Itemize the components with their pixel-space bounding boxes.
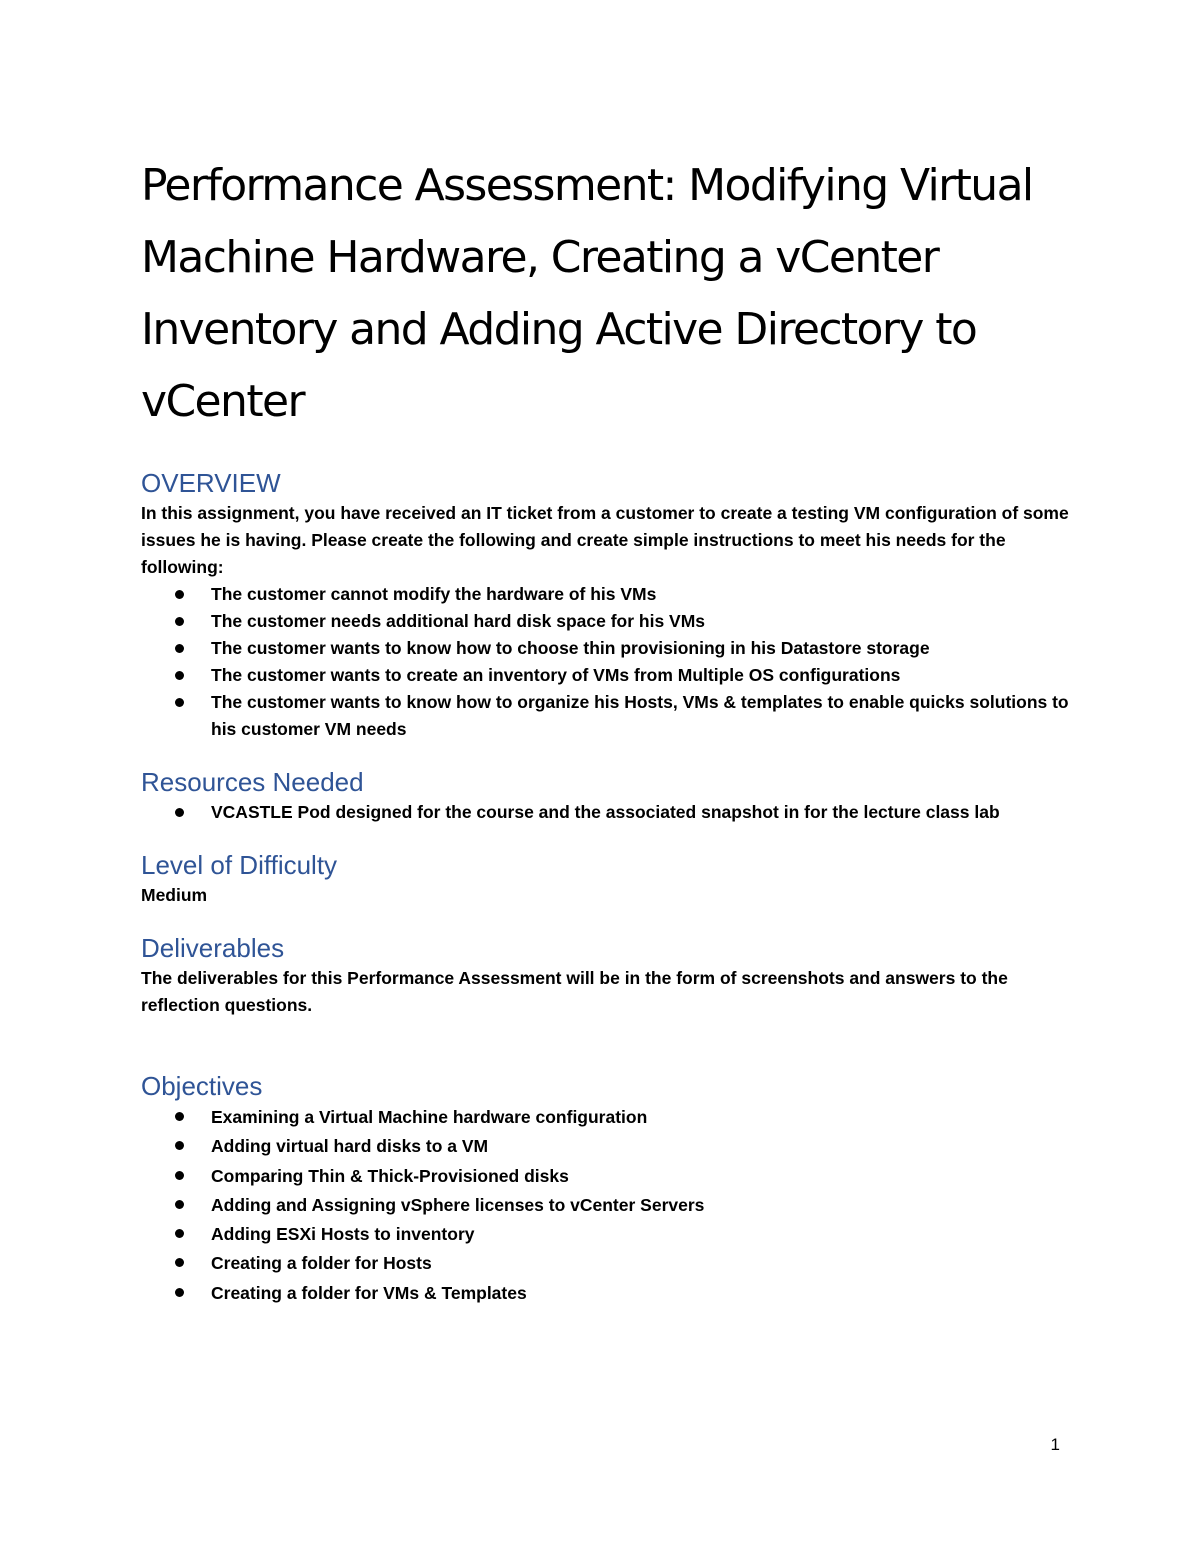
list-item [211,1103,1071,1132]
list-item-text: Examining a Virtual Machine hardware configuration [211,1107,648,1127]
list-item [211,1249,1071,1278]
list-item [211,581,1071,608]
document-title: Performance Assessment: Modifying Virtual Machine Hardware, Creating a vCenter Inventory and Adding Active Directory to vCenter [141,160,1033,427]
list-item-text: Adding virtual hard disks to a VM [211,1136,489,1157]
document-page [141,150,1071,1308]
bullet-icon [175,671,184,680]
bullet-icon [175,644,184,653]
list-item-text: The customer cannot modify the hardware of his VMs [211,584,657,604]
bullet-icon [175,698,184,707]
list-item-text: Creating a folder for VMs & Templates [211,1282,527,1303]
deliverables-heading: Deliverables [141,933,285,963]
list-item [211,1191,1071,1220]
list-item [211,1132,1071,1161]
resources-section [141,765,1071,826]
list-item [211,1220,1071,1249]
bullet-icon [175,617,184,626]
bullet-icon [175,1258,184,1267]
list-item [211,662,1071,689]
list-item [211,635,1071,662]
list-item-text: The customer wants to know how to organize his Hosts, VMs & templates to enable quicks solutions to his customer VM needs [211,692,1069,739]
bullet-icon [175,1112,184,1121]
page-number: 1 [1050,1435,1060,1454]
list-item [211,608,1071,635]
list-item-text: Comparing Thin & Thick-Provisioned disks [211,1165,569,1186]
list-item-text: The customer wants to create an inventory of VMs from Multiple OS configurations [211,665,901,685]
overview-section [141,466,1071,743]
list-item [211,1162,1071,1191]
bullet-icon [175,1171,184,1180]
list-item [211,1279,1071,1308]
list-item [211,689,1071,743]
objectives-section [141,1069,1071,1308]
list-item-text: The customer needs additional hard disk space for his VMs [211,611,706,631]
overview-bullet-list [141,581,1071,743]
overview-paragraph: In this assignment, you have received an IT ticket from a customer to create a testing VM configuration of some issues he is having. Please create the following and create simple instructions to meet his needs for the following: [141,503,1069,577]
list-item-text: Adding ESXi Hosts to inventory [211,1224,475,1245]
bullet-icon [175,1229,184,1238]
bullet-icon [175,590,184,599]
list-item-text: Adding and Assigning vSphere licenses to vCenter Servers [211,1194,705,1215]
deliverables-section [141,931,1071,1019]
objectives-heading: Objectives [141,1071,263,1101]
resources-bullet-list [141,799,1071,826]
difficulty-value: Medium [141,885,208,905]
bullet-icon [175,808,184,817]
bullet-icon [175,1288,184,1297]
deliverables-paragraph: The deliverables for this Performance Assessment will be in the form of screenshots and answers to the reflection questions. [141,968,1008,1015]
bullet-icon [175,1141,184,1150]
objectives-bullet-list [141,1103,1071,1308]
list-item [211,799,1071,826]
resources-heading: Resources Needed [141,767,364,797]
list-item-text: The customer wants to know how to choose thin provisioning in his Datastore storage [211,638,930,658]
list-item-text: Creating a folder for Hosts [211,1253,432,1274]
bullet-icon [175,1200,184,1209]
difficulty-heading: Level of Difficulty [141,850,338,880]
difficulty-section [141,848,1071,909]
overview-heading: OVERVIEW [141,468,281,498]
list-item-text: VCASTLE Pod designed for the course and the associated snapshot in for the lecture class lab [211,802,1000,822]
